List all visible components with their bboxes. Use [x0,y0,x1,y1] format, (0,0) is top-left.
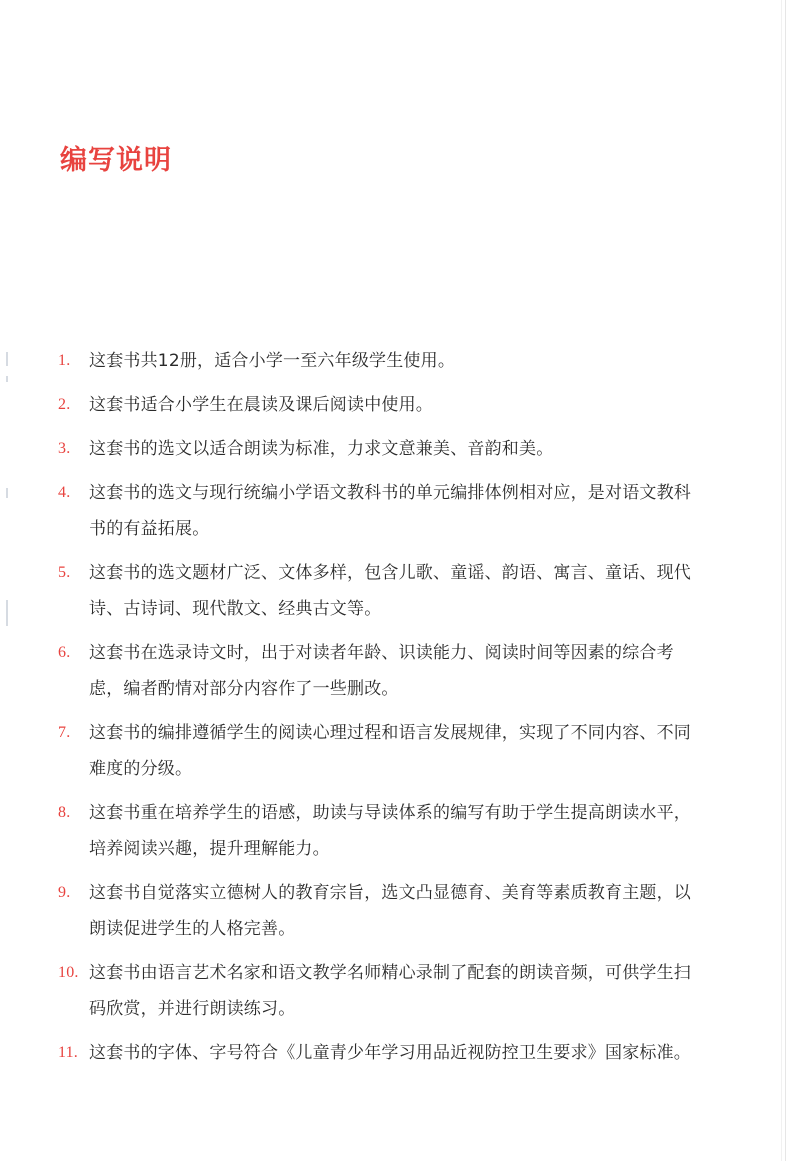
note-text: 这套书共12册，适合小学一至六年级学生使用。 [89,351,456,371]
note-item [58,387,708,423]
note-text: 这套书在选录诗文时，出于对读者年龄、识读能力、阅读时间等因素的综合考虑，编者酌情对部分内容作了一些删改。 [89,643,674,699]
note-text: 这套书由语言艺术名家和语文教学名师精心录制了配套的朗读音频，可供学生扫码欣赏，并进行朗读练习。 [89,963,691,1019]
note-item [58,795,708,867]
note-text: 这套书的编排遵循学生的阅读心理过程和语言发展规律，实现了不同内容、不同难度的分级。 [89,723,691,779]
note-item [58,1035,708,1071]
page-title: 编写说明 [60,145,172,176]
note-item [58,715,708,787]
note-item [58,955,708,1027]
note-text: 这套书的选文与现行统编小学语文教科书的单元编排体例相对应，是对语文教科书的有益拓展。 [89,483,691,539]
scan-mark [6,600,8,626]
scan-mark [6,352,8,366]
page-edge-shadow [781,0,782,1161]
note-number: 6. [58,644,71,661]
note-text: 这套书的字体、字号符合《儿童青少年学习用品近视防控卫生要求》国家标准。 [89,1043,691,1063]
notes-list [58,343,708,1079]
note-number: 3. [58,440,71,457]
note-item [58,875,708,947]
note-number: 5. [58,564,71,581]
note-number: 8. [58,804,71,821]
note-item [58,431,708,467]
note-text: 这套书适合小学生在晨读及课后阅读中使用。 [89,395,433,415]
note-text: 这套书自觉落实立德树人的教育宗旨，选文凸显德育、美育等素质教育主题，以朗读促进学生的人格完善。 [89,883,691,939]
note-number: 2. [58,396,71,413]
note-number: 1. [58,352,71,369]
note-number: 11. [58,1044,79,1061]
scan-mark [6,488,8,498]
scan-mark [6,376,8,382]
note-item [58,475,708,547]
note-item [58,635,708,707]
note-item [58,555,708,627]
note-number: 7. [58,724,71,741]
page-edge-line [785,0,786,1161]
note-number: 9. [58,884,71,901]
note-text: 这套书重在培养学生的语感，助读与导读体系的编写有助于学生提高朗读水平，培养阅读兴趣，提升理解能力。 [89,803,691,859]
note-item [58,343,708,379]
note-number: 4. [58,484,71,501]
note-text: 这套书的选文题材广泛、文体多样，包含儿歌、童谣、韵语、寓言、童话、现代诗、古诗词、现代散文、经典古文等。 [89,563,691,619]
note-text: 这套书的选文以适合朗读为标准，力求文意兼美、音韵和美。 [89,439,554,459]
note-number: 10. [58,964,79,981]
